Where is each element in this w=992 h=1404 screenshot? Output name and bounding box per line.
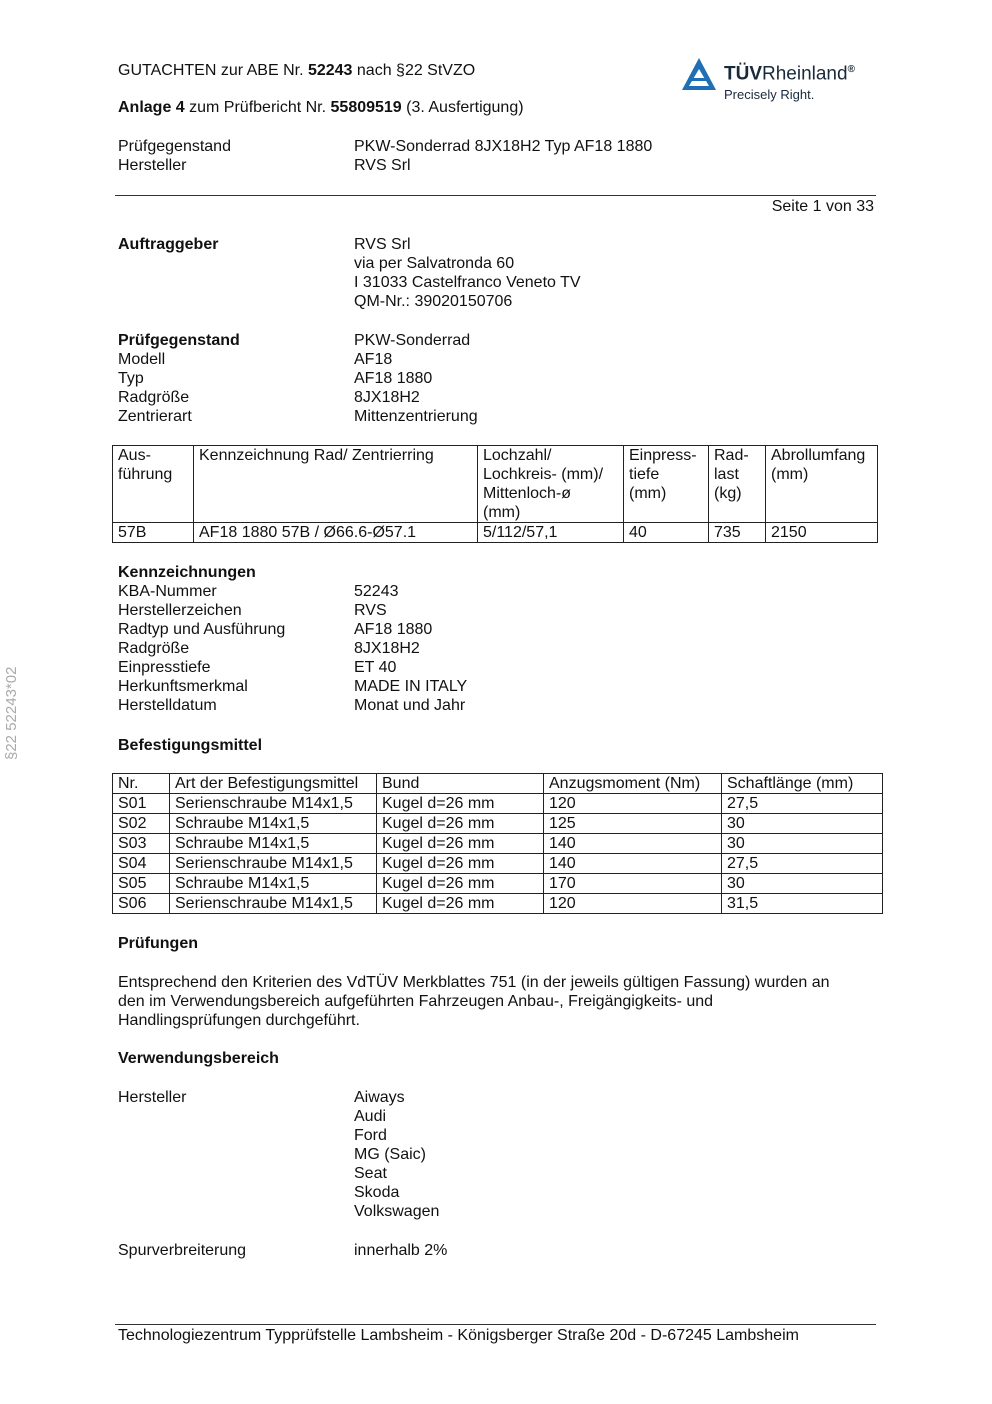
- fastener-header-cell: Art der Befestigungsmittel: [170, 774, 377, 794]
- list-item: Skoda: [354, 1184, 400, 1201]
- pruefgegenstand-labels: Prüfgegenstand Modell Typ Radgröße Zentrierart: [118, 332, 240, 425]
- list-item: Seat: [354, 1165, 387, 1182]
- auftraggeber-label: Auftraggeber: [118, 236, 219, 253]
- fastener-cell: Serienschraube M14x1,5: [170, 894, 377, 914]
- wheel-header-cell: Kennzeichnung Rad/ Zentrierring: [194, 446, 478, 523]
- fastener-cell: Schraube M14x1,5: [170, 834, 377, 854]
- header-divider: [115, 195, 876, 196]
- pruefgegenstand-values: PKW-Sonderrad AF18 AF18 1880 8JX18H2 Mittenzentrierung: [354, 332, 478, 425]
- fastener-cell: S01: [113, 794, 170, 814]
- footer-divider: [115, 1324, 876, 1325]
- fastener-cell: Serienschraube M14x1,5: [170, 854, 377, 874]
- table-row: [113, 814, 883, 834]
- fastener-cell: 120: [544, 894, 722, 914]
- list-item: Volkswagen: [354, 1203, 440, 1220]
- fastener-cell: S04: [113, 854, 170, 874]
- fastener-header-cell: Anzugsmoment (Nm): [544, 774, 722, 794]
- wheel-cell: 40: [624, 523, 709, 543]
- pruefungen-text: Entsprechend den Kriterien des VdTÜV Merkblattes 751 (in der jeweils gültigen Fassung) wurden an den im Verwendungsbereich aufgeführten Fahrzeugen Anbau-, Freigängigkeits- und Handlingsprüfungen durchgeführt.: [118, 974, 830, 1029]
- table-row: [113, 854, 883, 874]
- verwendung-title: Verwendungsbereich: [118, 1050, 279, 1067]
- list-item: Aiways: [354, 1089, 405, 1106]
- fastener-cell: 140: [544, 854, 722, 874]
- wheel-cell: AF18 1880 57B / Ø66.6-Ø57.1: [194, 523, 478, 543]
- fastener-cell: Schraube M14x1,5: [170, 814, 377, 834]
- fastener-cell: S06: [113, 894, 170, 914]
- fastener-cell: 31,5: [722, 894, 883, 914]
- fastener-cell: Kugel d=26 mm: [377, 834, 544, 854]
- fastener-cell: 27,5: [722, 854, 883, 874]
- wheel-table: [112, 445, 878, 543]
- annex-line: Anlage 4 zum Prüfbericht Nr. 55809519 (3. Ausfertigung): [118, 99, 524, 116]
- spur-label: Spurverbreiterung: [118, 1242, 247, 1259]
- logo-brand: TÜVRheinland®: [724, 63, 855, 85]
- fastener-cell: 125: [544, 814, 722, 834]
- table-row: [113, 894, 883, 914]
- footer-text: Technologiezentrum Typprüfstelle Lambsheim - Königsberger Straße 20d - D-67245 Lambsheim: [118, 1327, 799, 1344]
- header-pg-value: PKW-Sonderrad 8JX18H2 Typ AF18 1880: [354, 138, 653, 155]
- wheel-header-cell: Einpress- tiefe (mm): [624, 446, 709, 523]
- side-stamp: §22 52243*02: [3, 666, 20, 760]
- fastener-cell: 120: [544, 794, 722, 814]
- report-title: GUTACHTEN zur ABE Nr. 52243 nach §22 StVZO: [118, 62, 476, 79]
- fastener-cell: 140: [544, 834, 722, 854]
- befestigung-title: Befestigungsmittel: [118, 737, 263, 754]
- fastener-cell: Kugel d=26 mm: [377, 794, 544, 814]
- fastener-cell: 30: [722, 874, 883, 894]
- fastener-cell: Serienschraube M14x1,5: [170, 794, 377, 814]
- tuv-triangle-icon: [680, 56, 718, 94]
- logo-tagline: Precisely Right.: [724, 87, 815, 102]
- fastener-cell: 30: [722, 814, 883, 834]
- wheel-header-cell: Aus- führung: [113, 446, 194, 523]
- wheel-header-cell: Rad- last (kg): [709, 446, 766, 523]
- list-item: Audi: [354, 1108, 387, 1125]
- fastener-cell: S03: [113, 834, 170, 854]
- wheel-header-cell: Lochzahl/ Lochkreis- (mm)/ Mittenloch-ø (mm): [478, 446, 624, 523]
- tuv-logo: [680, 54, 880, 106]
- list-item: Ford: [354, 1127, 387, 1144]
- spur-value: innerhalb 2%: [354, 1242, 448, 1259]
- fastener-cell: S02: [113, 814, 170, 834]
- verwendung-hersteller-label: Hersteller: [118, 1089, 187, 1106]
- fastener-header-cell: Nr.: [113, 774, 170, 794]
- table-row: [113, 794, 883, 814]
- fastener-cell: Kugel d=26 mm: [377, 894, 544, 914]
- fastener-header-cell: Schaftlänge (mm): [722, 774, 883, 794]
- fastener-cell: Schraube M14x1,5: [170, 874, 377, 894]
- wheel-cell: 5/112/57,1: [478, 523, 624, 543]
- wheel-header-cell: Abrollumfang (mm): [766, 446, 878, 523]
- wheel-cell: 735: [709, 523, 766, 543]
- page-number: Seite 1 von 33: [771, 198, 874, 215]
- table-row: [113, 523, 878, 543]
- header-pg-label: Prüfgegenstand: [118, 138, 231, 155]
- wheel-cell: 2150: [766, 523, 878, 543]
- table-row: [113, 774, 883, 794]
- verwendung-hersteller-list: [354, 1088, 439, 1221]
- fastener-cell: Kugel d=26 mm: [377, 814, 544, 834]
- auftraggeber-address: RVS Srl via per Salvatronda 60 I 31033 Castelfranco Veneto TV QM-Nr.: 39020150706: [354, 236, 581, 310]
- fastener-table: [112, 773, 883, 914]
- kennzeichnungen-values: 52243 RVS AF18 1880 8JX18H2 ET 40 MADE IN ITALY Monat und Jahr: [354, 583, 468, 714]
- table-row: [113, 446, 878, 523]
- fastener-cell: 170: [544, 874, 722, 894]
- fastener-cell: Kugel d=26 mm: [377, 874, 544, 894]
- header-hst-value: RVS Srl: [354, 157, 411, 174]
- list-item: MG (Saic): [354, 1146, 426, 1163]
- fastener-cell: 27,5: [722, 794, 883, 814]
- header-hst-label: Hersteller: [118, 157, 187, 174]
- fastener-cell: S05: [113, 874, 170, 894]
- fastener-header-cell: Bund: [377, 774, 544, 794]
- fastener-cell: Kugel d=26 mm: [377, 854, 544, 874]
- kennzeichnungen-labels: Kennzeichnungen KBA-Nummer Herstellerzeichen Radtyp und Ausführung Radgröße Einpresstiefe Herkunftsmerkmal Herstelldatum: [118, 564, 286, 714]
- wheel-cell: 57B: [113, 523, 194, 543]
- table-row: [113, 874, 883, 894]
- fastener-cell: 30: [722, 834, 883, 854]
- pruefungen-title: Prüfungen: [118, 935, 198, 952]
- table-row: [113, 834, 883, 854]
